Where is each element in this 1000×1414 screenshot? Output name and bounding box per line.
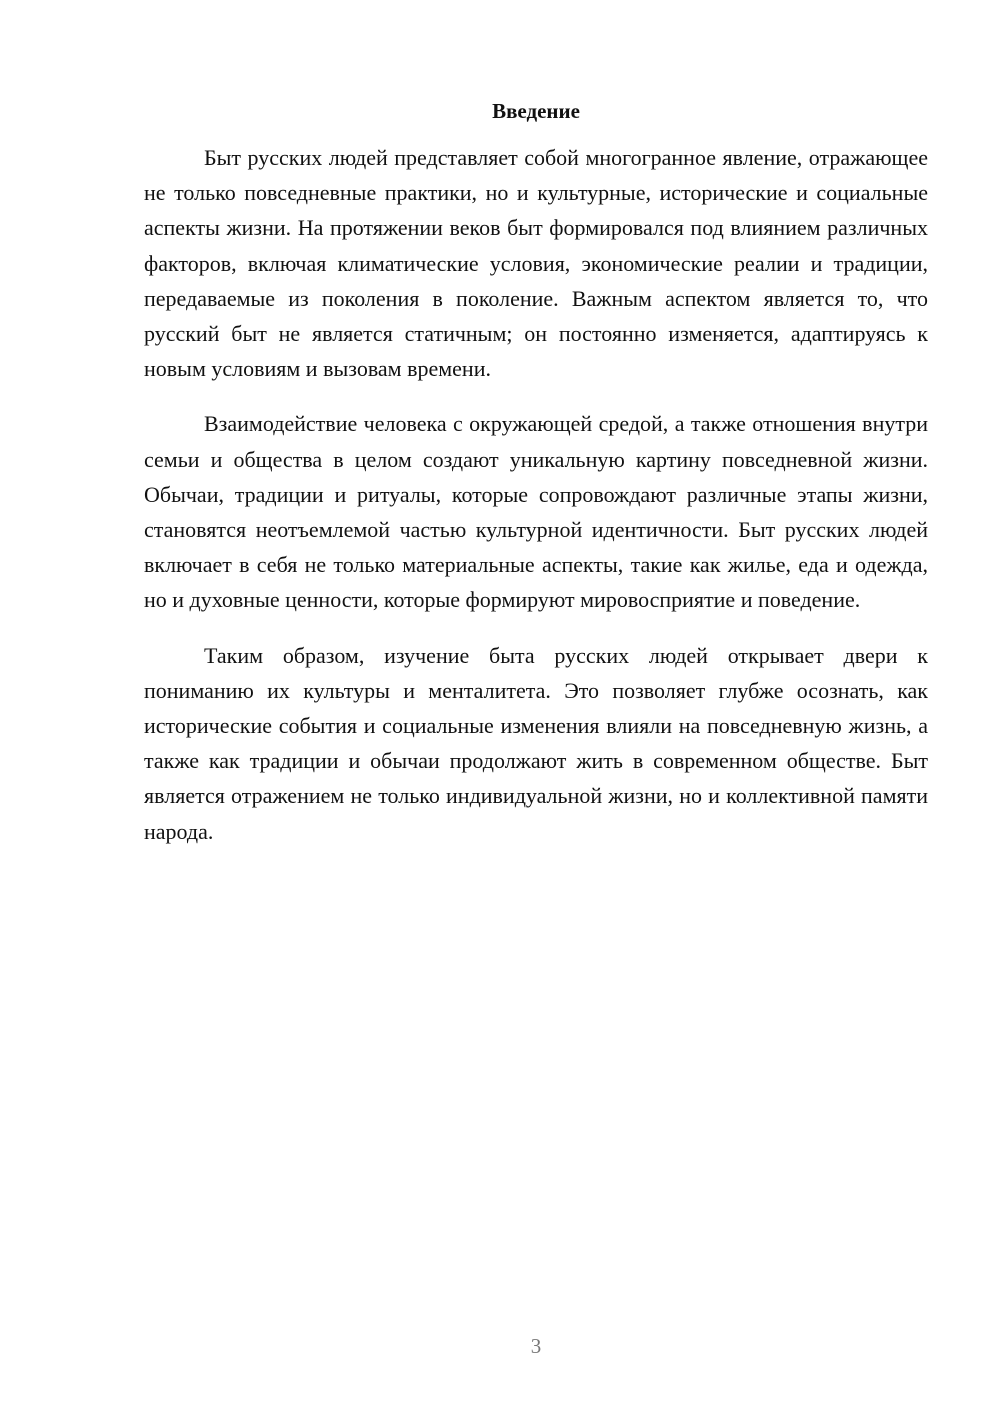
paragraph-3: Таким образом, изучение быта русских людей открывает двери к пониманию их культуры и менталитета. Это позволяет глубже осознать, как исторические события и социальные изменения влияли на повседневную жизнь, а также как традиции и обычаи продолжают жить в современном обществе. Быт является отражением не только индивидуальной жизни, но и коллективной памяти народа. <box>144 642 928 844</box>
paragraph-1: Быт русских людей представляет собой многогранное явление, отражающее не только повседневные практики, но и культурные, исторические и социальные аспекты жизни. На протяжении веков быт формировался под влиянием различных факторов, включая климатические условия, экономические реалии и традиции, передаваемые из поколения в поколение. Важным аспектом является то, что русский быт не является статичным; он постоянно изменяется, адаптируясь к новым условиям и вызовам времени. <box>144 145 928 382</box>
section-title: Введение <box>492 99 580 123</box>
page-number: 3 <box>530 1334 542 1358</box>
paragraph-2: Взаимодействие человека с окружающей средой, а также отношения внутри семьи и общества в целом создают уникальную картину повседневной жизни. Обычаи, традиции и ритуалы, которые сопровождают различные этапы жизни, становятся неотъемлемой частью культурной идентичности. Быт русских людей включает в себя не только материальные аспекты, такие как жилье, еда и одежда, но и духовные ценности, которые формируют мировосприятие и поведение. <box>144 411 928 613</box>
page-content <box>144 96 928 869</box>
